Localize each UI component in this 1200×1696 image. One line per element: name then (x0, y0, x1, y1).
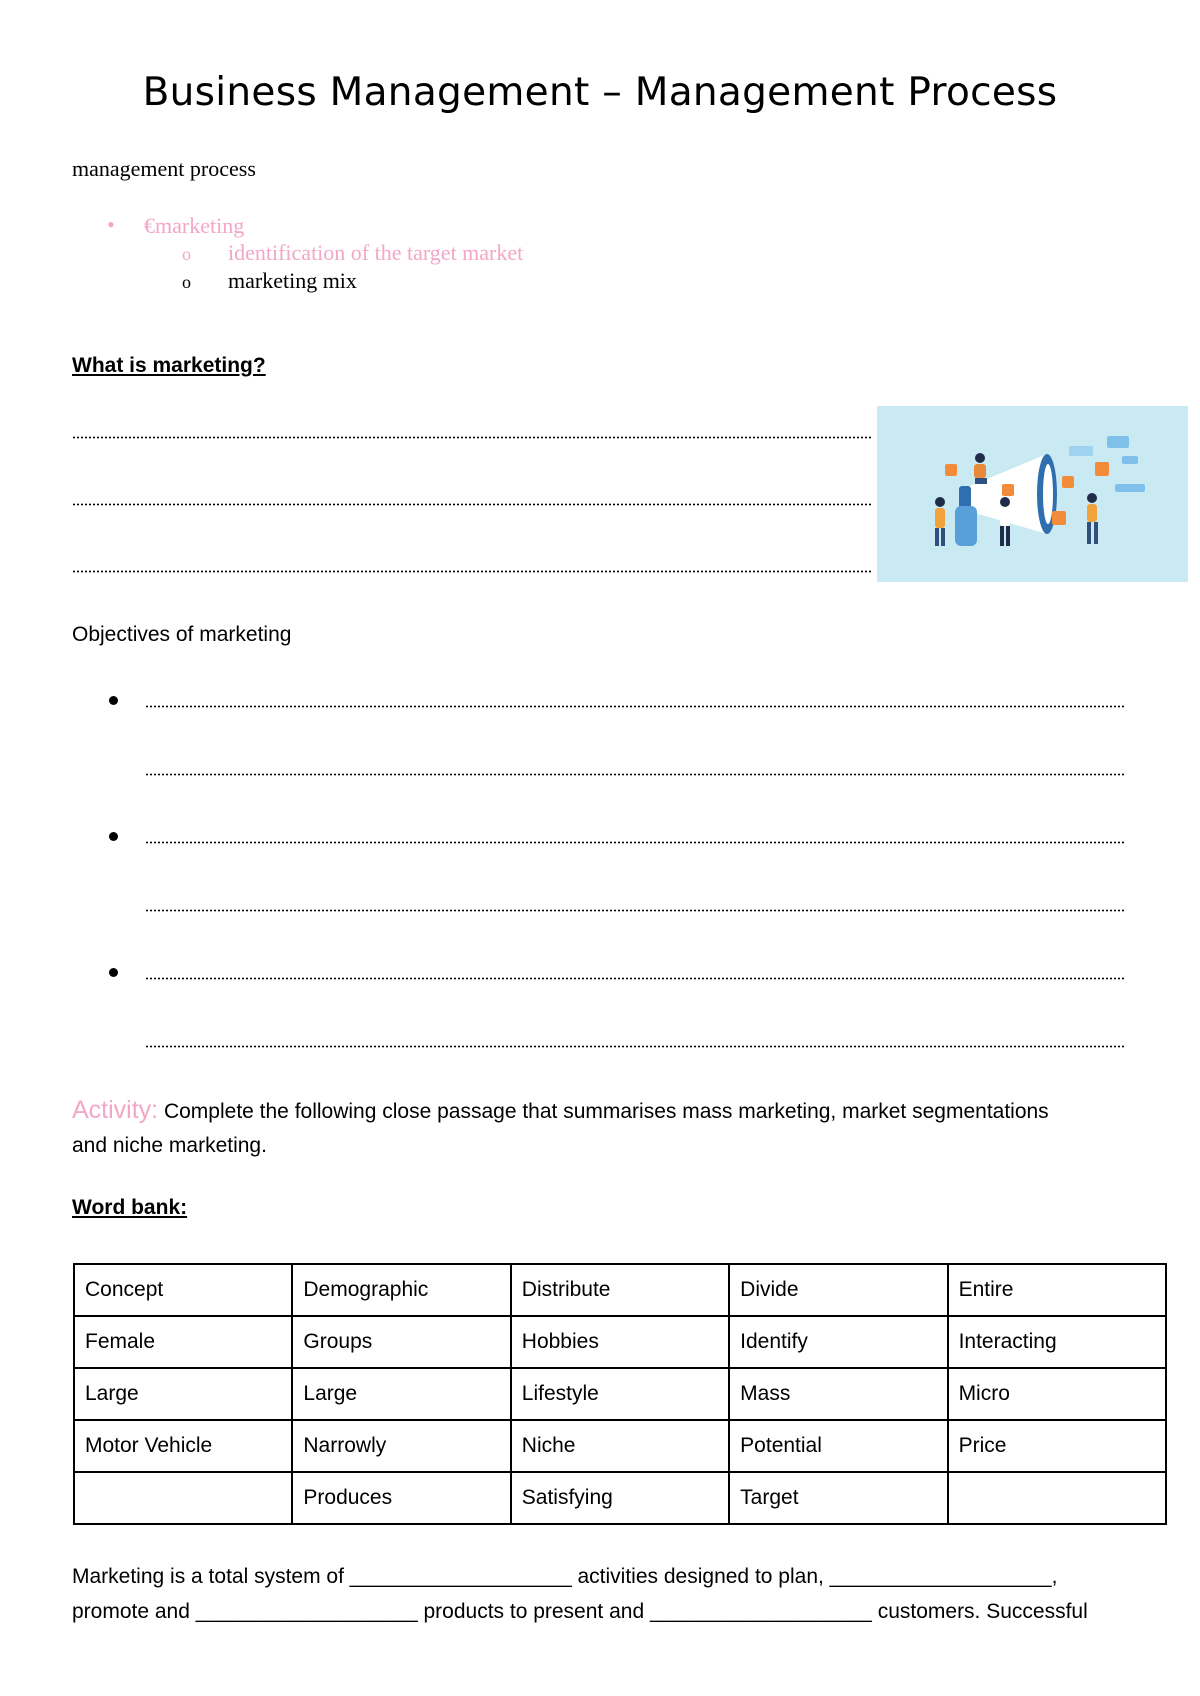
megaphone-icon (877, 406, 1188, 582)
bullet-icon (109, 968, 118, 977)
word-bank-heading: Word bank: (72, 1196, 188, 1219)
table-cell: Motor Vehicle (74, 1420, 292, 1472)
table-cell: Divide (729, 1264, 947, 1316)
process-item-marketing: €marketing (144, 213, 245, 238)
bullet-icon: • (107, 212, 115, 237)
table-cell: Female (74, 1316, 292, 1368)
process-subitem: marketing mix (228, 268, 357, 293)
word-bank-table (73, 1263, 1167, 1525)
table-cell: Groups (292, 1316, 510, 1368)
table-cell: Demographic (292, 1264, 510, 1316)
table-cell: Entire (948, 1264, 1166, 1316)
bullet-icon (109, 832, 118, 841)
table-cell: Concept (74, 1264, 292, 1316)
answer-line[interactable] (145, 909, 1125, 912)
answer-line[interactable] (145, 705, 1125, 708)
table-cell: Produces (292, 1472, 510, 1524)
passage-line: promote and ___________________ products to present and ___________________ customers. Successful (72, 1600, 1088, 1623)
table-cell: Narrowly (292, 1420, 510, 1472)
answer-line[interactable] (72, 570, 872, 573)
activity-text: Complete the following close passage that summarises mass marketing, market segmentations (158, 1100, 1049, 1123)
answer-line[interactable] (72, 503, 872, 506)
table-cell: Large (292, 1368, 510, 1420)
table-row (74, 1264, 1166, 1316)
activity-label: Activity: (72, 1096, 159, 1124)
bullet-icon (109, 696, 118, 705)
sub-bullet-icon: o (182, 272, 191, 292)
marketing-illustration (877, 406, 1188, 582)
process-subitem: identification of the target market (228, 240, 524, 265)
table-row (74, 1472, 1166, 1524)
activity-paragraph (72, 1093, 1049, 1129)
table-row (74, 1368, 1166, 1420)
table-cell (74, 1472, 292, 1524)
table-row (74, 1420, 1166, 1472)
table-cell: Hobbies (511, 1316, 729, 1368)
table-cell: Satisfying (511, 1472, 729, 1524)
process-heading: management process (72, 156, 256, 181)
table-cell: Micro (948, 1368, 1166, 1420)
passage-line: Marketing is a total system of ___________________ activities designed to plan, ___________________, (72, 1565, 1058, 1588)
sub-bullet-icon: o (182, 244, 191, 264)
table-cell: Price (948, 1420, 1166, 1472)
table-cell: Target (729, 1472, 947, 1524)
table-cell: Large (74, 1368, 292, 1420)
table-cell: Niche (511, 1420, 729, 1472)
what-is-marketing-heading: What is marketing? (72, 354, 266, 377)
table-cell: Lifestyle (511, 1368, 729, 1420)
answer-line[interactable] (145, 773, 1125, 776)
table-cell: Mass (729, 1368, 947, 1420)
answer-line[interactable] (145, 841, 1125, 844)
table-cell: Interacting (948, 1316, 1166, 1368)
objectives-heading: Objectives of marketing (72, 623, 292, 646)
activity-text-line2: and niche marketing. (72, 1134, 267, 1157)
answer-line[interactable] (72, 436, 872, 439)
page-title: Business Management – Management Process (142, 70, 1058, 115)
answer-line[interactable] (145, 1045, 1125, 1048)
table-cell (948, 1472, 1166, 1524)
answer-line[interactable] (145, 977, 1125, 980)
table-cell: Potential (729, 1420, 947, 1472)
table-row (74, 1316, 1166, 1368)
table-cell: Identify (729, 1316, 947, 1368)
table-cell: Distribute (511, 1264, 729, 1316)
